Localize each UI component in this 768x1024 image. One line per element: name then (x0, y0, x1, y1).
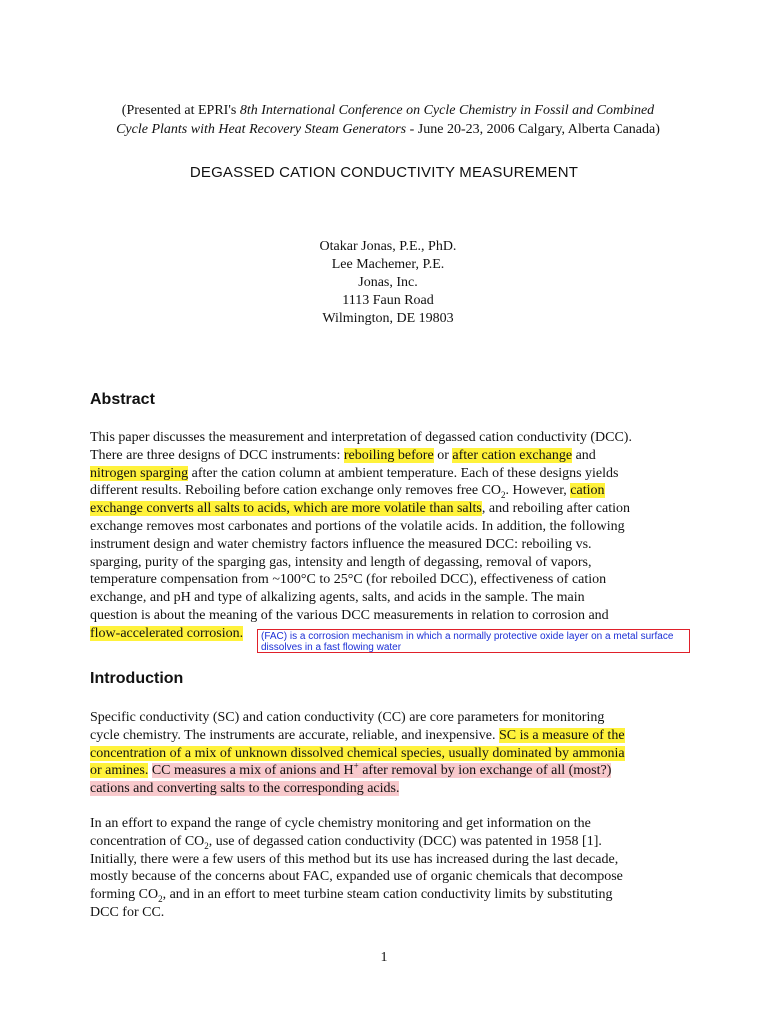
text-line: forming $CO_2$, and in an effort to meet turbine steam cation conductivity limits by substituting (90, 887, 613, 904)
text-line: exchange, and pH and type of alkalizing agents, salts, and acids in the sample. The main (90, 590, 585, 606)
highlight: cations and converting salts to the corresponding acids. (90, 781, 400, 797)
highlight: nitrogen sparging (90, 465, 189, 481)
text-line: DCC for CC. (90, 904, 165, 920)
abstract-paragraph (90, 429, 680, 643)
author-name: Otakar Jonas, P.E., PhD. (319, 239, 457, 254)
text-line: instrument design and water chemistry factors influence the measured DCC: reboiling vs. (90, 536, 592, 552)
text-line (90, 762, 680, 780)
paper-title: DEGASSED CATION CONDUCTIVITY MEASUREMENT (189, 164, 579, 181)
page-number: 1 (380, 950, 388, 965)
highlight: concentration of a mix of unknown dissolved chemical species, usually dominated by ammonia (90, 745, 625, 761)
author-name: Lee Machemer, P.E. (331, 257, 445, 272)
highlight: flow-accelerated corrosion. (90, 625, 244, 641)
highlight: CC measures a mix of anions and H+ after removal by ion exchange of all (most?) (151, 760, 612, 779)
text-line: mostly because of the concerns about FAC, expanded use of organic chemicals that decompose (90, 869, 623, 885)
text-line: This paper discusses the measurement and interpretation of degassed cation conductivity (DCC). (90, 430, 632, 445)
highlight: or amines. (90, 763, 149, 779)
text-line: temperature compensation from ~100°C to 25°C (for reboiled DCC), effectiveness of cation (90, 572, 607, 588)
text-line: There are three designs of DCC instruments: reboiling before or after cation exchange and (90, 447, 596, 463)
author-block (200, 238, 576, 328)
text-line: Initially, there were a few users of this method but its use has increased during the last decade, (90, 851, 619, 867)
text-line: nitrogen sparging after the cation column at ambient temperature. Each of these designs yields (90, 465, 619, 481)
highlight: cation (570, 483, 605, 499)
conference-line-2: Cycle Plants with Heat Recovery Steam Generators - June 20-23, 2006 Calgary, Alberta Canada) (116, 122, 660, 137)
text-line: question is about the meaning of the various DCC measurements in relation to corrosion and (90, 607, 609, 623)
text-line: sparging, purity of the sparging gas, intensity and length of degassing, removal of vapors, (90, 554, 592, 570)
text-line (90, 745, 680, 763)
highlight: reboiling before (343, 447, 434, 463)
introduction-heading: Introduction (90, 670, 184, 687)
text-line: concentration of $CO_2$, use of degassed cation conductivity (DCC) was patented in 1958 [1]. (90, 833, 602, 851)
address-city: Wilmington, DE 19803 (322, 311, 454, 326)
text-line: exchange converts all salts to acids, which are more volatile than salts, and reboiling after cation (90, 501, 630, 517)
conference-line-1: (Presented at EPRI's 8th International Conference on Cycle Chemistry in Fossil and Combined (121, 103, 655, 118)
text-line: exchange removes most carbonates and portions of the volatile acids. In addition, the following (90, 518, 625, 534)
abstract-heading: Abstract (90, 391, 155, 408)
text-line (90, 780, 680, 798)
highlight: SC is a measure of the (498, 727, 625, 743)
introduction-paragraph-2 (90, 815, 680, 922)
highlight: exchange converts all salts to acids, which are more volatile than salts (90, 501, 482, 517)
text-line: different results. Reboiling before cation exchange only removes free $CO_2$. However, cation (90, 483, 605, 501)
conference-note (88, 101, 688, 139)
text-line: Specific conductivity (SC) and cation conductivity (CC) are core parameters for monitoring (90, 710, 605, 725)
text-line: cycle chemistry. The instruments are accurate, reliable, and inexpensive. SC is a measure of the (90, 727, 625, 743)
affiliation: Jonas, Inc. (358, 275, 418, 290)
annotation-comment-box[interactable]: (FAC) is a corrosion mechanism in which a normally protective oxide layer on a metal surface dissolves in a fast flowing water (257, 629, 690, 653)
text-line: In an effort to expand the range of cycle chemistry monitoring and get information on the (90, 816, 591, 831)
highlight: after cation exchange (452, 447, 573, 463)
introduction-paragraph-1 (90, 709, 680, 798)
address-street: 1113 Faun Road (342, 293, 434, 308)
